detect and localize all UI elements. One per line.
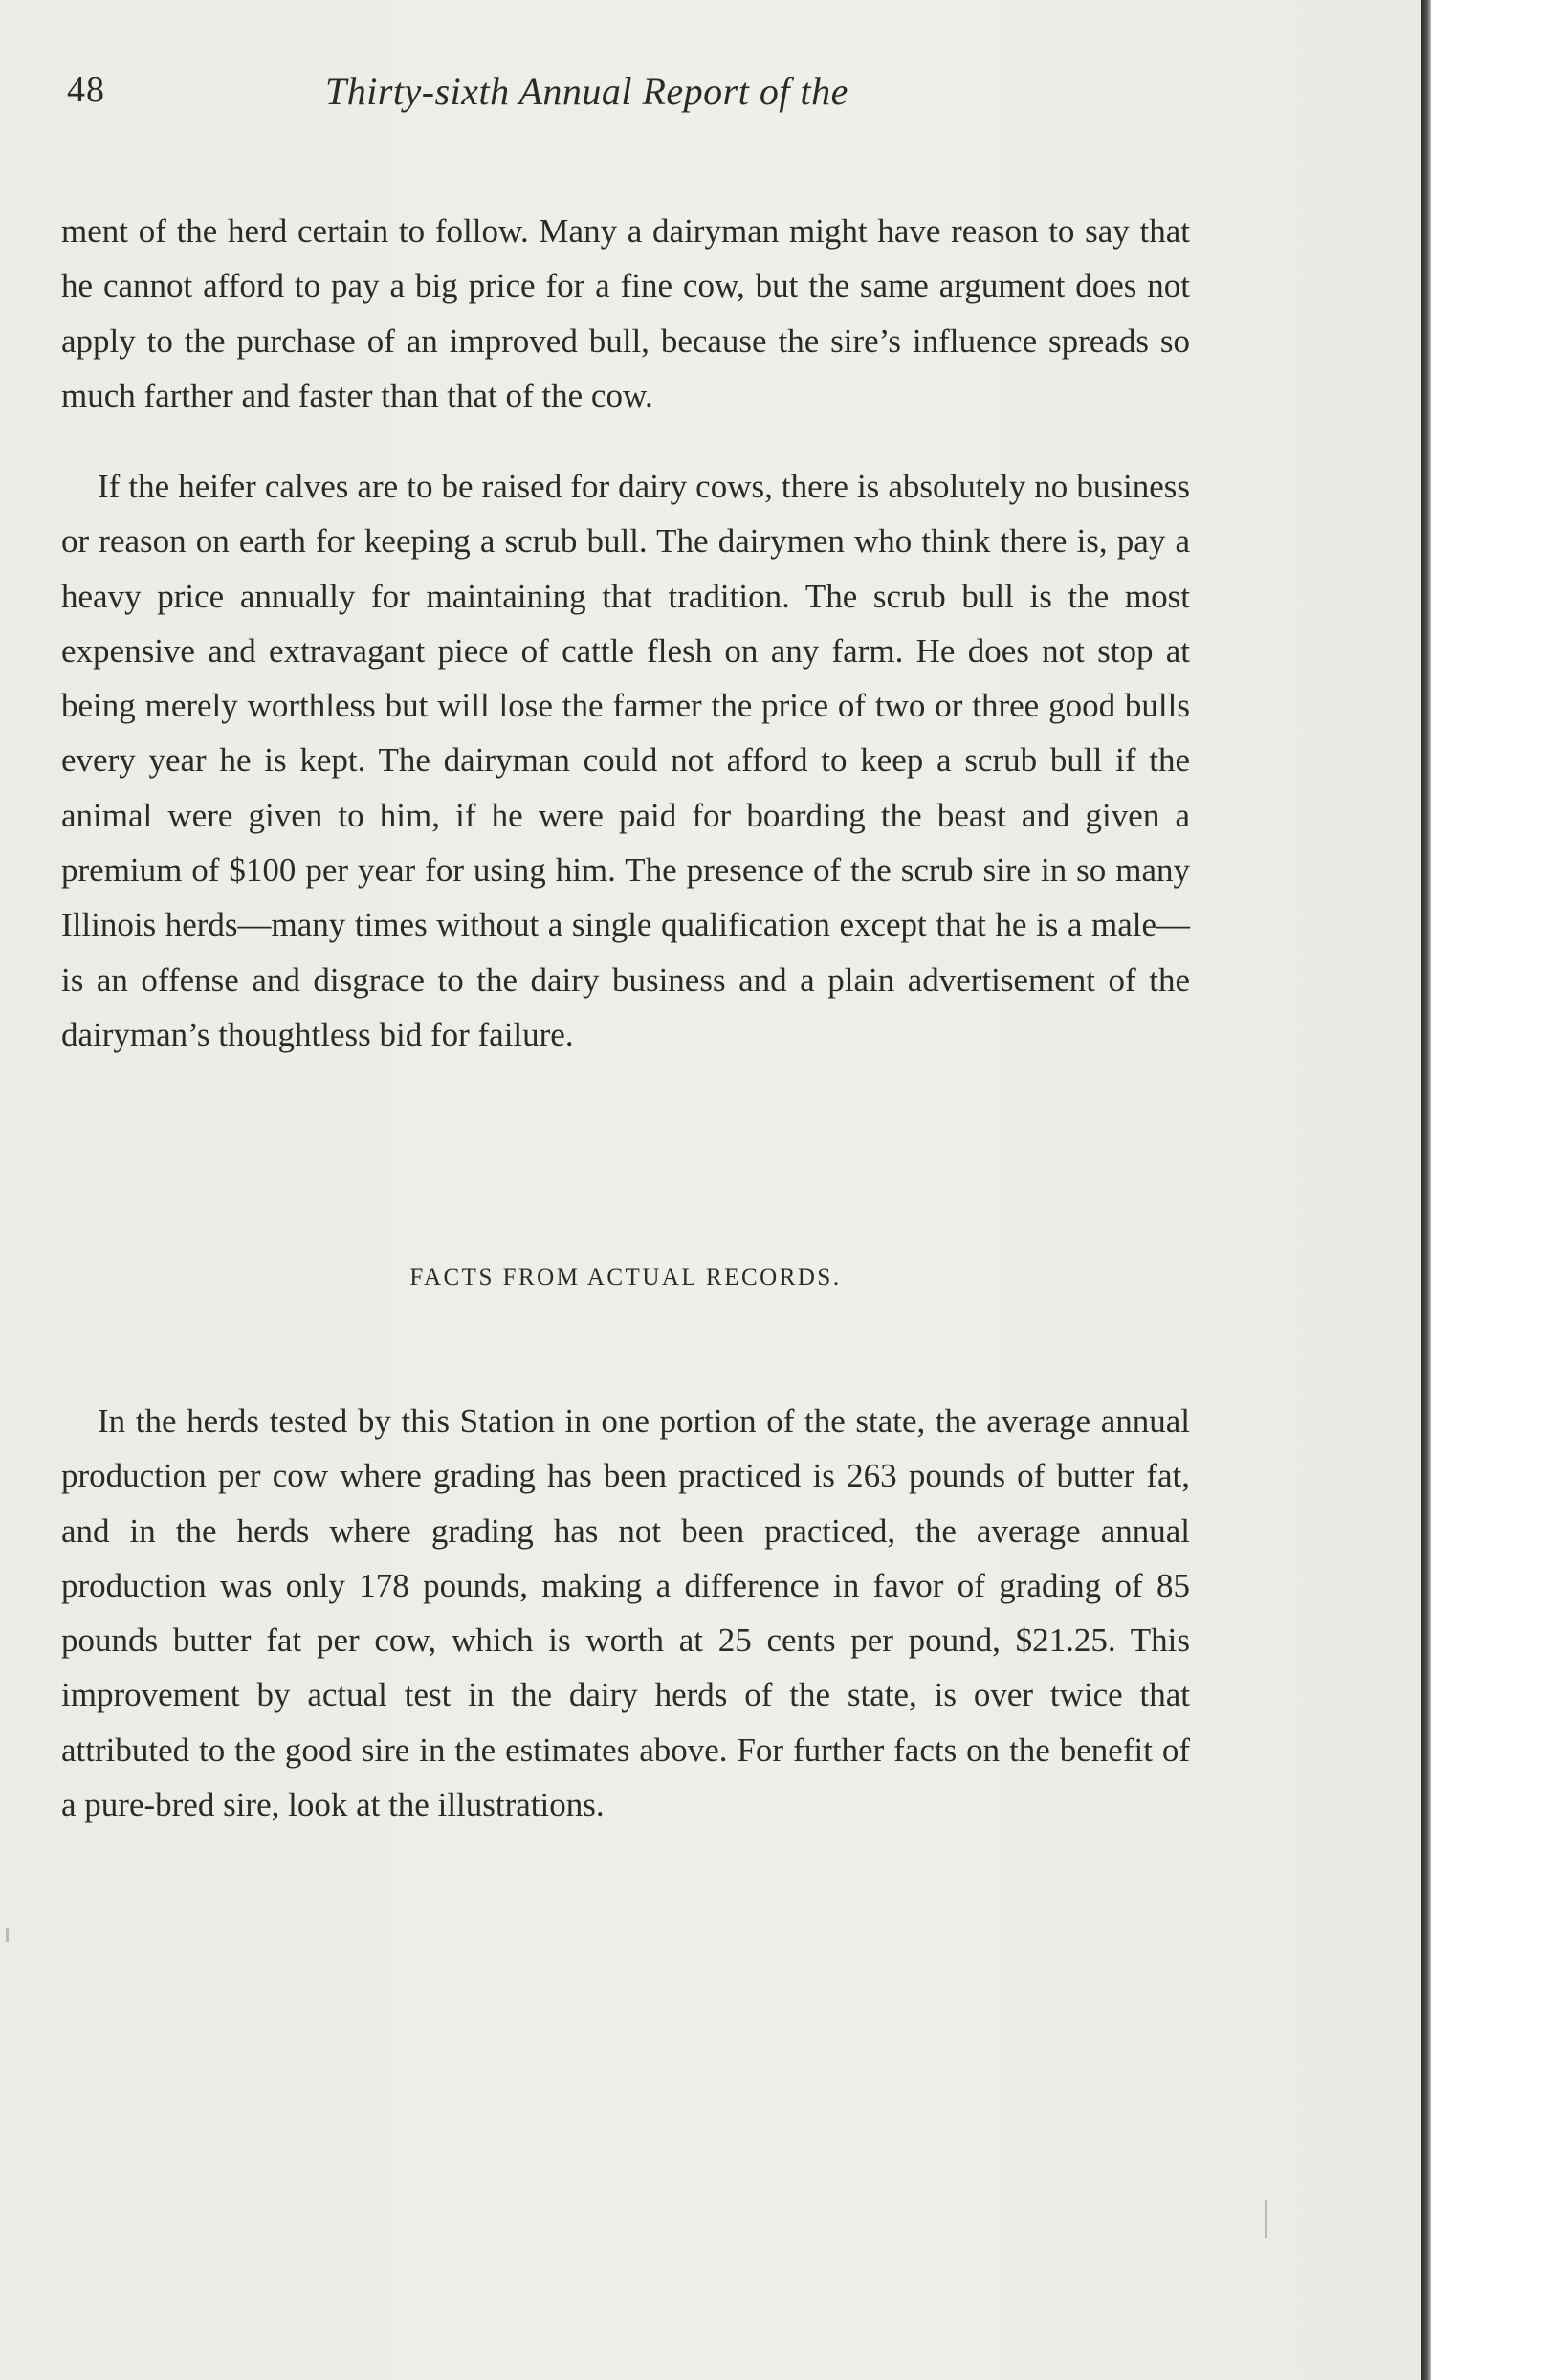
print-speck: [6, 1928, 9, 1942]
paragraph-2: If the heifer calves are to be raised for dairy cows, there is absolutely no business or reason on earth for keeping a scrub bull. The dairymen who think there is, pay a heavy price annually for maintaining that tradition. The scrub bull is the most expensive and extravagant piece of cattle flesh on any farm. He does not stop at being merely worthless but will lose the farmer the price of two or three good bulls every year he is kept. The dairyman could not afford to keep a scrub bull if the animal were given to him, if he were paid for boarding the beast and given a premium of $100 per year for using him. The presence of the scrub sire in so many Illinois herds—many times without a single qualification except that he is a male—is an offense and disgrace to the dairy business and a plain advertisement of the dairyman’s thoughtless bid for failure.: [61, 468, 1190, 1053]
running-head-title: Thirty-sixth Annual Report of the: [325, 70, 848, 113]
print-speck: [1265, 2200, 1267, 2238]
binding-shadow: [1421, 0, 1431, 2380]
paragraph-1: ment of the herd certain to follow. Many a dairyman might have reason to say that he cannot afford to pay a big price for a fine cow, but the same argument does not apply to the purchase of an improved bull, because the sire’s influence spreads so much farther and faster than that of the cow.: [61, 212, 1190, 414]
page-number: 48: [67, 70, 105, 110]
section-heading: FACTS FROM ACTUAL RECORDS.: [409, 1265, 842, 1290]
page-edge: [1421, 0, 1542, 2380]
paragraph-3: In the herds tested by this Station in one portion of the state, the average annual production per cow where grading has been practiced is 263 pounds of butter fat, and in the herds where grading has not been practiced, the average annual production was only 178 pounds, making a difference in favor of grading of 85 pounds butter fat per cow, which is worth at 25 cents per pound, $21.25. This improvement by actual test in the dairy herds of the state, is over twice that attributed to the good sire in the estimates above. For further facts on the benefit of a pure-bred sire, look at the illustrations.: [61, 1402, 1190, 1824]
running-head: [67, 69, 1387, 126]
